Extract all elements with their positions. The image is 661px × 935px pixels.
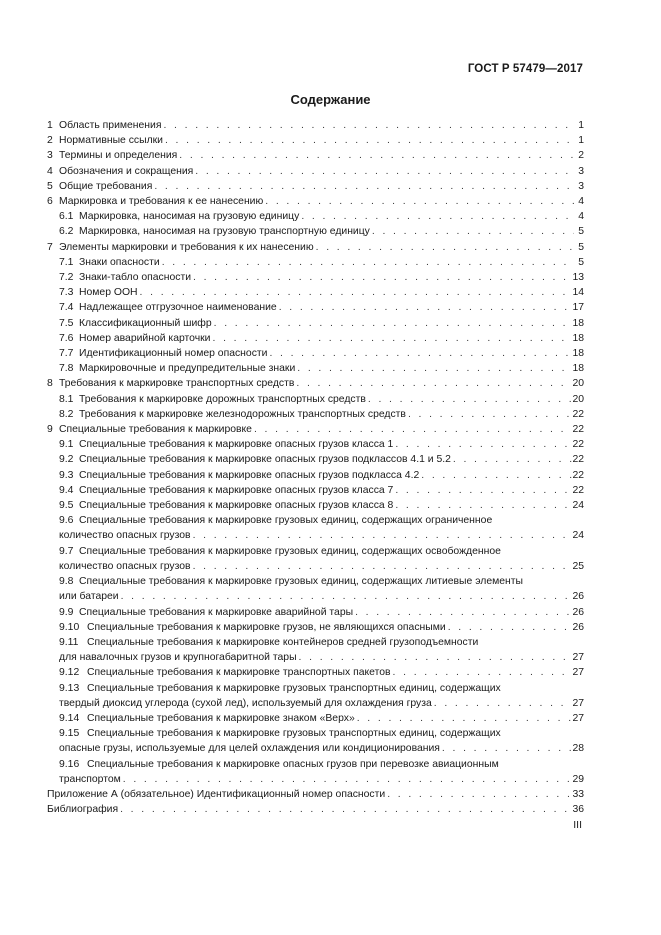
toc-item-number: 4 (47, 165, 53, 177)
toc-item-page: 20 (572, 378, 584, 390)
toc-item-title-continued: или батареи (59, 591, 119, 603)
dot-leader (163, 133, 574, 148)
toc-item (47, 711, 584, 726)
toc-item (47, 422, 584, 437)
toc-item (47, 605, 584, 620)
toc-item (47, 635, 584, 665)
toc-item-title: Номер ООН (79, 287, 138, 299)
dot-leader (191, 559, 573, 574)
toc-item-page: 1 (578, 135, 584, 147)
toc-item (47, 285, 584, 300)
toc-item-page: 20 (572, 393, 584, 405)
dot-leader (193, 164, 574, 179)
dot-leader (432, 696, 573, 711)
toc-item-title: Специальные требования к маркировке контейнеров средней грузоподъемности (87, 636, 479, 648)
toc-item-title: Термины и определения (59, 150, 178, 162)
toc-item-title: Специальные требования к маркировке (59, 424, 252, 436)
toc-item-title: Элементы маркировки и требования к их нанесению (59, 241, 314, 253)
toc-item-number: 8.1 (59, 393, 74, 405)
toc-item-number: 7.6 (59, 332, 74, 344)
toc-item (47, 240, 584, 255)
dot-leader (267, 346, 572, 361)
toc-item-number: 3 (47, 150, 53, 162)
toc-item-number: 9.16 (59, 758, 80, 770)
toc-item (47, 392, 584, 407)
toc-item-page: 26 (572, 621, 584, 633)
toc-item (47, 133, 584, 148)
toc-item-title: Классификационный шифр (79, 317, 212, 329)
toc-item-page: 27 (572, 652, 584, 664)
toc-item-number: 9.5 (59, 500, 74, 512)
dot-leader (355, 711, 573, 726)
toc-item-page: 3 (578, 165, 584, 177)
toc-item-title: Нормативные ссылки (59, 135, 163, 147)
toc-item-page: 22 (572, 408, 584, 420)
toc-item (47, 331, 584, 346)
toc-item-page: 5 (578, 226, 584, 238)
toc-item-number: 9.12 (59, 667, 80, 679)
toc-item-number: 5 (47, 180, 53, 192)
toc-item-title: Специальные требования к маркировке опасных грузов подкласса 4.2 (79, 469, 420, 481)
dot-leader (451, 452, 573, 467)
dot-leader (297, 650, 573, 665)
toc-item (47, 544, 584, 574)
toc-item-number: 7 (47, 241, 53, 253)
toc-item-page: 24 (572, 530, 584, 542)
toc-item (47, 483, 584, 498)
toc-item-page: 13 (572, 272, 584, 284)
toc-item-title: Приложение А (обязательное) Идентификационный номер опасности (47, 788, 386, 800)
toc-item (47, 802, 584, 817)
table-of-contents (47, 118, 584, 817)
toc-item-title-continued: транспортом (59, 773, 121, 785)
toc-item (47, 316, 584, 331)
toc-item-number: 7.3 (59, 287, 74, 299)
toc-item-title: Знаки опасности (79, 256, 160, 268)
toc-item-page: 5 (578, 256, 584, 268)
toc-item-number: 9 (47, 424, 53, 436)
toc-item-title: Специальные требования к маркировке грузовых единиц, содержащих освобожденное (79, 545, 501, 557)
dot-leader (211, 331, 573, 346)
toc-item-page: 18 (572, 332, 584, 344)
toc-item-page: 26 (572, 606, 584, 618)
toc-item (47, 787, 584, 802)
toc-item-number: 9.2 (59, 454, 74, 466)
toc-item-title: Маркировочные и предупредительные знаки (79, 363, 296, 375)
dot-leader (299, 209, 574, 224)
toc-item-title: Библиография (47, 804, 119, 816)
toc-item-page: 22 (572, 424, 584, 436)
page-number: III (573, 819, 582, 831)
toc-item-page: 2 (578, 150, 584, 162)
toc-item-number: 9.6 (59, 515, 74, 527)
toc-item-title: Общие требования (59, 180, 153, 192)
dot-leader (370, 224, 574, 239)
toc-item-title: Специальные требования к маркировке грузов, не являющихся опасными (87, 621, 446, 633)
toc-item-number: 9.15 (59, 728, 80, 740)
toc-item-title: Требования к маркировке транспортных средств (59, 378, 295, 390)
toc-item-page: 18 (572, 363, 584, 375)
toc-item-number: 8.2 (59, 408, 74, 420)
dot-leader (393, 483, 572, 498)
toc-item-title: Специальные требования к маркировке грузовых единиц, содержащих литиевые элементы (79, 576, 523, 588)
toc-item-number: 7.2 (59, 272, 74, 284)
document-code: ГОСТ Р 57479—2017 (467, 63, 583, 75)
dot-leader (391, 665, 573, 680)
toc-item-number: 7.4 (59, 302, 74, 314)
toc-item-title: Требования к маркировке железнодорожных транспортных средств (79, 408, 406, 420)
dot-leader (277, 300, 573, 315)
dot-leader (385, 787, 572, 802)
toc-item (47, 498, 584, 513)
dot-leader (440, 741, 573, 756)
toc-item-page: 18 (572, 317, 584, 329)
dot-leader (353, 605, 572, 620)
toc-item-title: Маркировка и требования к ее нанесению (59, 196, 264, 208)
toc-item-page: 22 (572, 484, 584, 496)
toc-item-title: Специальные требования к маркировке знаком «Верх» (87, 712, 355, 724)
dot-leader (121, 772, 573, 787)
toc-item-title: Специальные требования к маркировке грузовых транспортных единиц, содержащих (87, 682, 501, 694)
toc-item-number: 7.5 (59, 317, 74, 329)
dot-leader (177, 148, 574, 163)
toc-item-title-continued: опасные грузы, используемые для целей охлаждения или кондиционирования (59, 743, 440, 755)
dot-leader (160, 255, 574, 270)
toc-item-number: 9.14 (59, 712, 80, 724)
toc-item-page: 27 (572, 667, 584, 679)
dot-leader (393, 437, 572, 452)
dot-leader (263, 194, 574, 209)
dot-leader (119, 589, 573, 604)
toc-item-title: Номер аварийной карточки (79, 332, 211, 344)
toc-item-number: 6.2 (59, 226, 74, 238)
toc-item-title: Область применения (59, 120, 162, 131)
dot-leader (419, 468, 572, 483)
toc-item (47, 681, 584, 711)
toc-item (47, 574, 584, 604)
toc-item-title-continued: для навалочных грузов и крупногабаритной тары (59, 652, 297, 664)
dot-leader (191, 528, 573, 543)
toc-item-page: 28 (572, 743, 584, 755)
toc-item-page: 24 (572, 500, 584, 512)
dot-leader (138, 285, 573, 300)
toc-item (47, 513, 584, 543)
page-title: Содержание (290, 92, 371, 107)
toc-item-page: 17 (572, 302, 584, 314)
toc-item (47, 148, 584, 163)
toc-item-page: 1 (578, 120, 584, 131)
toc-item-page: 4 (578, 196, 584, 208)
toc-item-title: Идентификационный номер опасности (79, 348, 268, 360)
toc-item-title: Специальные требования к маркировке транспортных пакетов (87, 667, 391, 679)
toc-item-number: 9.3 (59, 469, 74, 481)
toc-item-title: Требования к маркировке дорожных транспортных средств (79, 393, 366, 405)
toc-item (47, 452, 584, 467)
toc-item-page: 22 (572, 439, 584, 451)
toc-item-number: 9.8 (59, 576, 74, 588)
dot-leader (393, 498, 572, 513)
toc-item-page: 18 (572, 348, 584, 360)
toc-item-page: 22 (572, 469, 584, 481)
toc-item-title-continued: количество опасных грузов (59, 560, 191, 572)
toc-item (47, 255, 584, 270)
toc-item (47, 118, 584, 133)
toc-item-number: 9.13 (59, 682, 80, 694)
dot-leader (161, 118, 574, 133)
toc-item (47, 757, 584, 787)
toc-item-title: Специальные требования к маркировке опасных грузов класса 7 (79, 484, 394, 496)
toc-item-page: 25 (572, 560, 584, 572)
toc-item (47, 407, 584, 422)
toc-item-number: 7.1 (59, 256, 74, 268)
dot-leader (191, 270, 572, 285)
toc-item (47, 620, 584, 635)
toc-item-title: Маркировка, наносимая на грузовую транспортную единицу (79, 226, 370, 238)
toc-item-title: Маркировка, наносимая на грузовую единицу (79, 211, 300, 223)
toc-item-number: 9.11 (59, 636, 79, 648)
dot-leader (212, 316, 573, 331)
dot-leader (295, 361, 572, 376)
toc-item (47, 346, 584, 361)
toc-item-number: 9.7 (59, 545, 74, 557)
toc-item-number: 9.1 (59, 439, 74, 451)
toc-item-title: Специальные требования к маркировке грузовых транспортных единиц, содержащих (87, 728, 501, 740)
toc-item (47, 164, 584, 179)
toc-item-number: 7.8 (59, 363, 74, 375)
toc-item (47, 726, 584, 756)
dot-leader (314, 240, 574, 255)
dot-leader (252, 422, 572, 437)
toc-item-number: 8 (47, 378, 53, 390)
toc-item-title: Специальные требования к маркировке опасных грузов при перевозке авиационным (87, 758, 499, 770)
dot-leader (152, 179, 574, 194)
toc-item-number: 9.4 (59, 484, 74, 496)
toc-item-page: 26 (572, 591, 584, 603)
toc-item-number: 2 (47, 135, 53, 147)
toc-item-page: 27 (572, 697, 584, 709)
toc-item (47, 194, 584, 209)
dot-leader (366, 392, 573, 407)
toc-item-page: 4 (578, 211, 584, 223)
toc-item (47, 270, 584, 285)
toc-item-page: 29 (572, 773, 584, 785)
toc-item-title-continued: твердый диоксид углерода (сухой лед), используемый для охлаждения груза (59, 697, 432, 709)
toc-item-page: 3 (578, 180, 584, 192)
toc-item-title: Специальные требования к маркировке грузовых единиц, содержащих ограниченное (79, 515, 493, 527)
toc-item (47, 209, 584, 224)
toc-item-title: Специальные требования к маркировке опасных грузов подклассов 4.1 и 5.2 (79, 454, 451, 466)
dot-leader (294, 376, 572, 391)
toc-item-title: Специальные требования к маркировке опасных грузов класса 1 (79, 439, 394, 451)
toc-item-page: 36 (572, 804, 584, 816)
toc-item (47, 376, 584, 391)
toc-item (47, 437, 584, 452)
toc-item-title-continued: количество опасных грузов (59, 530, 191, 542)
toc-item-page: 22 (572, 454, 584, 466)
dot-leader (406, 407, 572, 422)
toc-item-page: 33 (572, 788, 584, 800)
toc-item (47, 665, 584, 680)
toc-item-page: 14 (572, 287, 584, 299)
toc-item-number: 9.10 (59, 621, 80, 633)
toc-item-number: 6 (47, 196, 53, 208)
dot-leader (118, 802, 572, 817)
dot-leader (446, 620, 573, 635)
toc-item-number: 6.1 (59, 211, 74, 223)
toc-item-number: 7.7 (59, 348, 74, 360)
toc-item (47, 179, 584, 194)
toc-item (47, 468, 584, 483)
toc-item-number: 9.9 (59, 606, 74, 618)
toc-item-page: 5 (578, 241, 584, 253)
toc-item (47, 224, 584, 239)
toc-item-title: Специальные требования к маркировке аварийной тары (79, 606, 354, 618)
toc-item (47, 361, 584, 376)
toc-item-title: Обозначения и сокращения (59, 165, 194, 177)
toc-item-title: Специальные требования к маркировке опасных грузов класса 8 (79, 500, 394, 512)
toc-item-page: 27 (572, 712, 584, 724)
toc-item (47, 300, 584, 315)
toc-item-title: Знаки-табло опасности (79, 272, 192, 284)
toc-item-title: Надлежащее отгрузочное наименование (79, 302, 277, 314)
toc-item-number: 1 (47, 120, 53, 131)
